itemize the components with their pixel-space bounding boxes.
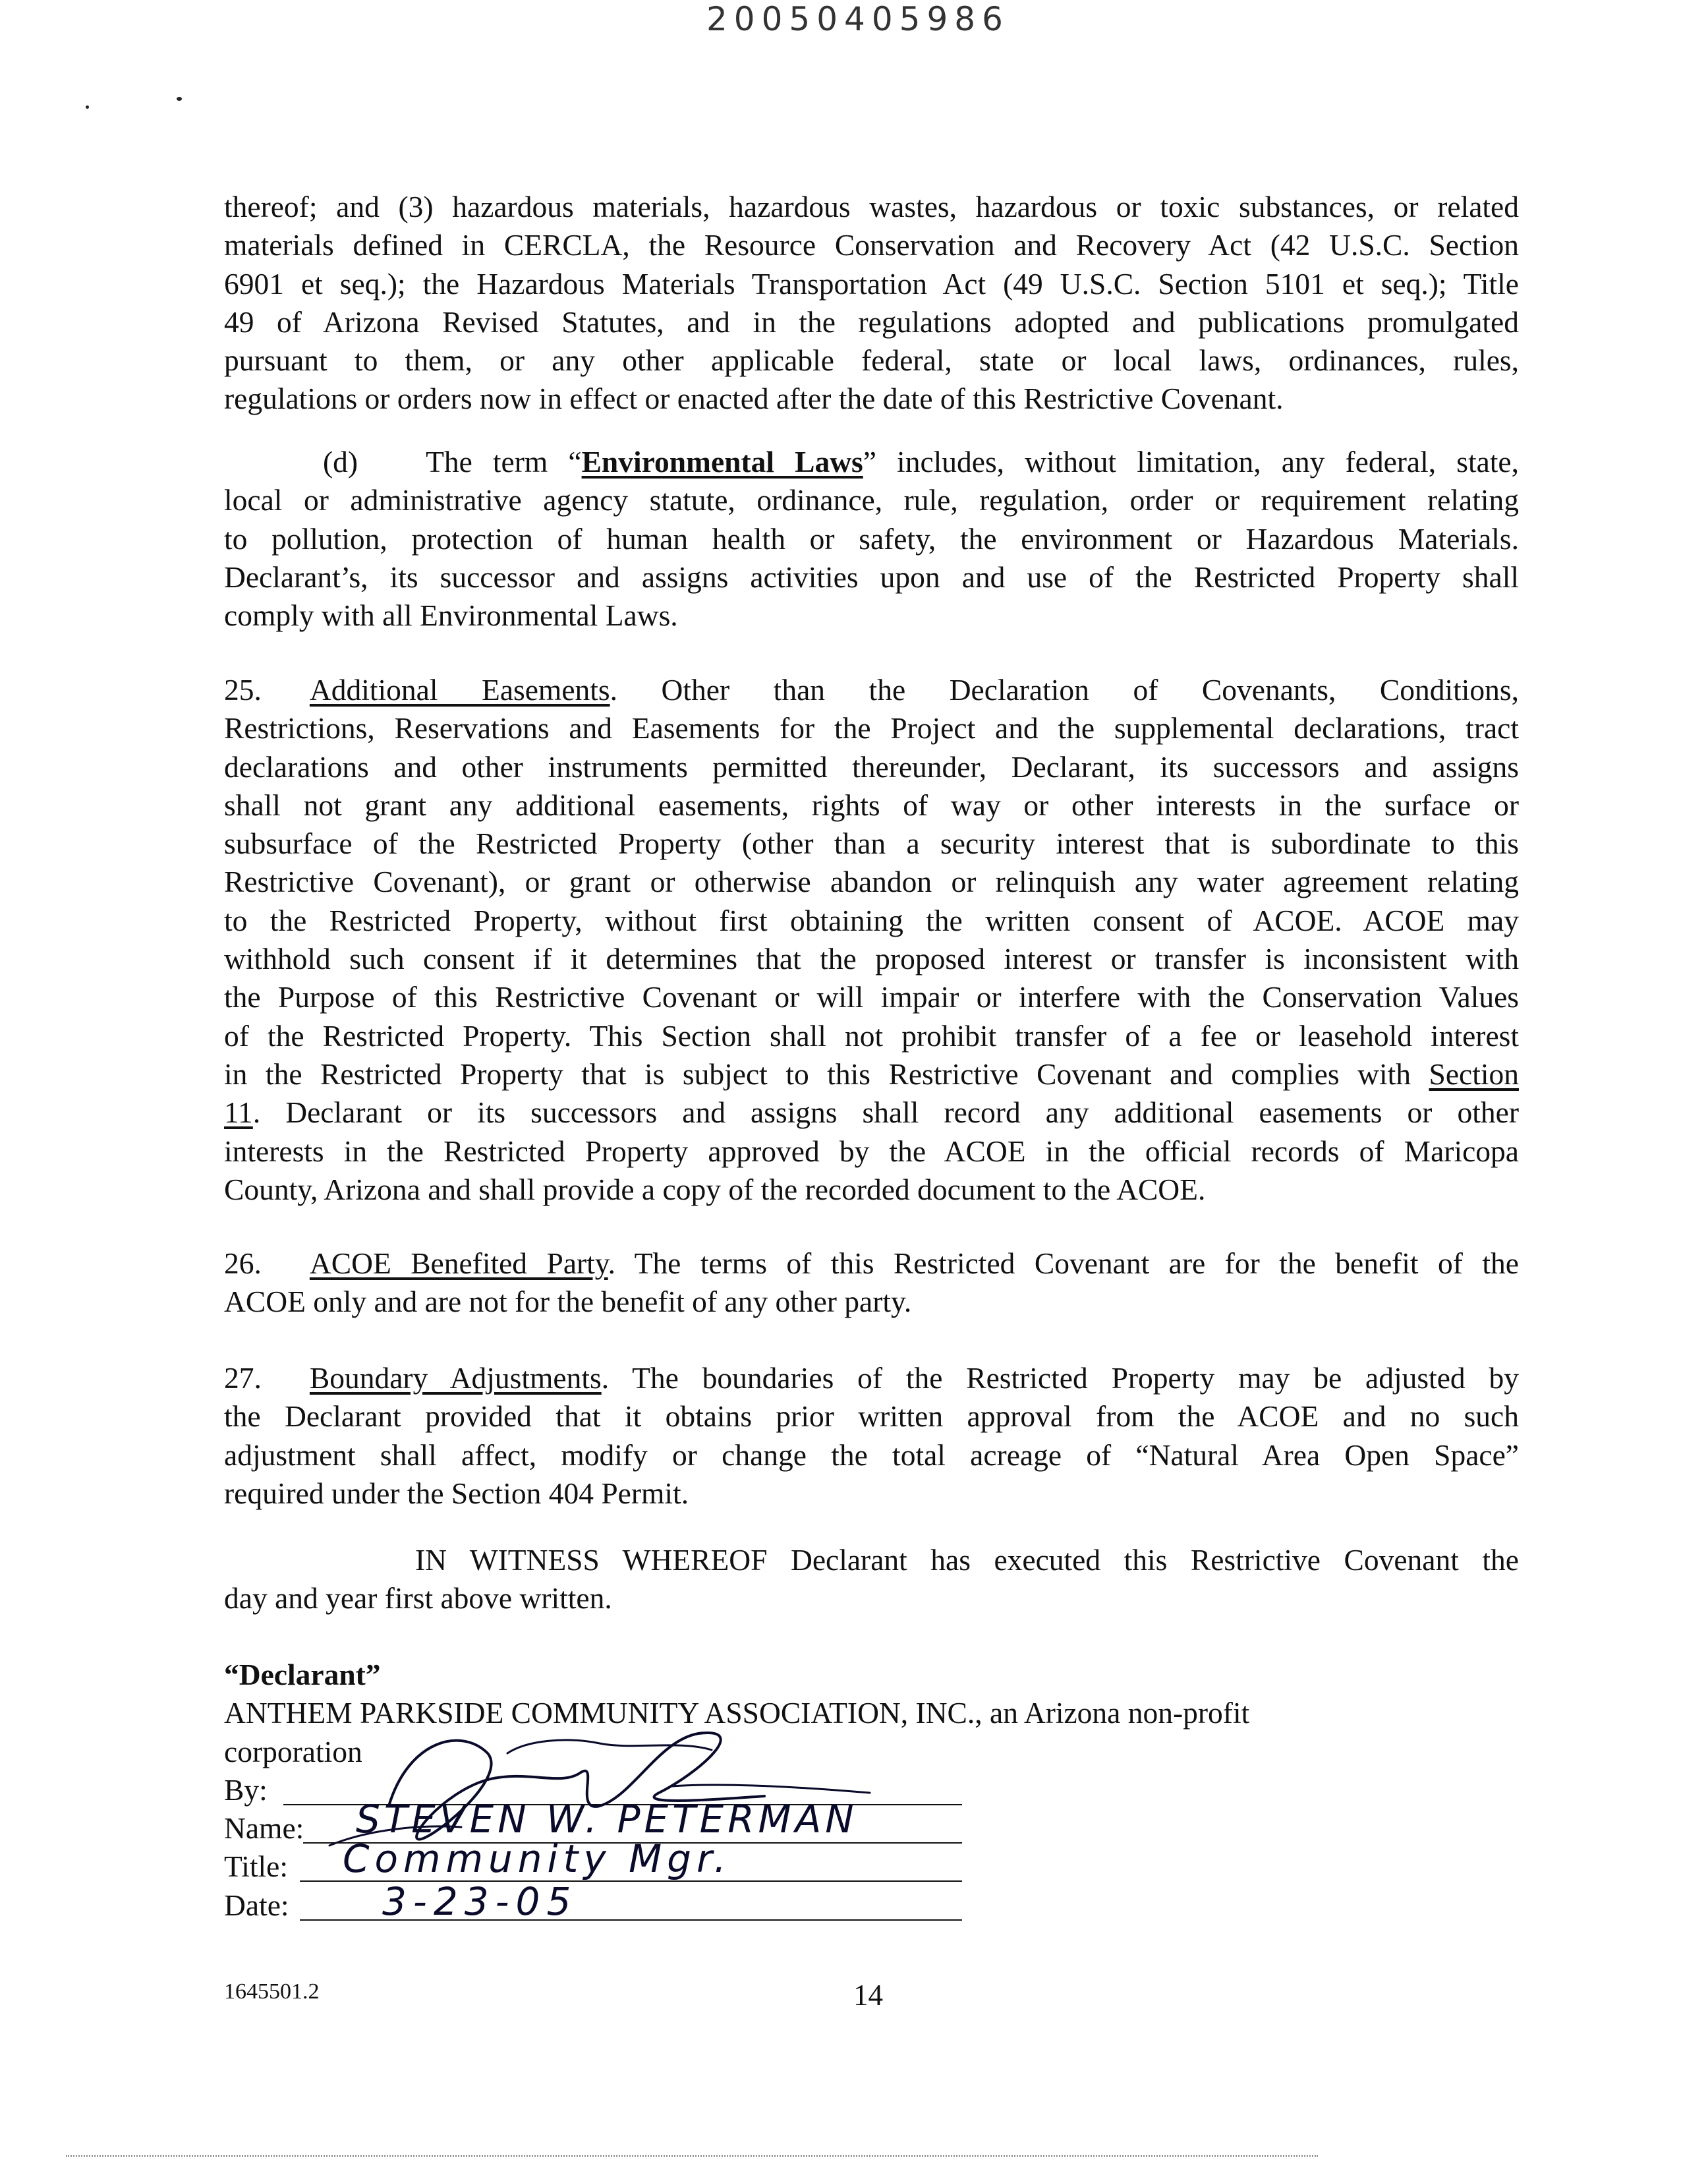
text-line: in the Restricted Property that is subject to this Restrictive Covenant and complies with Section — [224, 1057, 1519, 1091]
handwritten-title: Community Mgr. — [343, 1836, 731, 1882]
by-label: By: — [224, 1772, 268, 1807]
text-line: interests in the Restricted Property approved by the ACOE in the official records of Maricopa — [224, 1134, 1519, 1168]
title-label: Title: — [224, 1849, 288, 1884]
date-row — [224, 1878, 1476, 1925]
signature-scrawl — [290, 1714, 923, 1865]
text-line: withhold such consent if it determines that the proposed interest or transfer is inconsistent with — [224, 942, 1519, 976]
text-line: 6901 et seq.); the Hazardous Materials Transportation Act (49 U.S.C. Section 5101 et seq.); Title — [224, 266, 1519, 301]
section-number: 27. — [224, 1361, 262, 1395]
section-reference-link: 11 — [224, 1095, 253, 1130]
witness-clause — [224, 1541, 1519, 1618]
text-line: declarations and other instruments permitted thereunder, Declarant, its successors and assigns — [224, 749, 1519, 784]
text-line: 27. Boundary Adjustments. The boundaries of the Restricted Property may be adjusted by — [224, 1361, 1520, 1395]
scan-speck — [86, 105, 89, 109]
handwritten-name: STEVEN W. PETERMAN — [356, 1797, 858, 1842]
text-line: the Purpose of this Restrictive Covenant or will impair or interfere with the Conservation Values — [224, 980, 1519, 1014]
section-26 — [224, 1244, 1519, 1322]
text-line: adjustment shall affect, modify or change the total acreage of “Natural Area Open Space” — [224, 1438, 1519, 1472]
scan-speck — [177, 97, 182, 101]
entity-type: corporation — [224, 1734, 362, 1768]
text-line: IN WITNESS WHEREOF Declarant has executed this Restrictive Covenant the — [415, 1543, 1519, 1577]
scan-artifact-edge — [66, 2155, 1318, 2161]
text-line: thereof; and (3) hazardous materials, hazardous wastes, hazardous or toxic substances, or related — [224, 190, 1519, 223]
party-label: “Declarant” — [224, 1658, 381, 1691]
defined-term: Environmental Laws — [581, 445, 863, 479]
text-line: to pollution, protection of human health or safety, the environment or Hazardous Materials. — [224, 521, 1519, 556]
text-line: regulations or orders now in effect or enacted after the date of this Restrictive Covenant. — [224, 382, 1284, 416]
text-line: day and year first above written. — [224, 1581, 612, 1615]
section-heading: Additional Easements — [309, 673, 610, 707]
text-line: (d) The term “Environmental Laws” includes, without limitation, any federal, state, — [323, 445, 1519, 479]
section-number: 26. — [224, 1246, 262, 1280]
text-line: Restrictions, Reservations and Easements for the Project and the supplemental declarations, tract — [224, 711, 1519, 745]
page-number: 14 — [853, 1979, 883, 2012]
section-number: 25. — [224, 673, 262, 707]
section-reference-link: Section — [1429, 1057, 1519, 1091]
text-line: Restrictive Covenant), or grant or otherwise abandon or relinquish any water agreement relating — [224, 865, 1519, 899]
text-line: required under the Section 404 Permit. — [224, 1476, 689, 1510]
section-heading: ACOE Benefited Party — [309, 1246, 608, 1280]
paragraph-c-continuation — [224, 188, 1519, 419]
text-line: ACOE only and are not for the benefit of any other party. — [224, 1285, 912, 1319]
text-line: comply with all Environmental Laws. — [224, 598, 678, 633]
text-line: the Declarant provided that it obtains prior written approval from the ACOE and no such — [224, 1399, 1519, 1434]
text-line: 49 of Arizona Revised Statutes, and in the regulations adopted and publications promulgated — [224, 305, 1519, 339]
text-line: local or administrative agency statute, ordinance, rule, regulation, order or requirement relating — [224, 483, 1519, 517]
document-id: 1645501.2 — [224, 1979, 320, 2004]
text-line: 25. Additional Easements. Other than the Declaration of Covenants, Conditions, — [224, 673, 1520, 707]
paragraph-label: (d) — [323, 445, 358, 479]
section-25 — [224, 671, 1519, 1209]
paragraph-d — [224, 443, 1519, 635]
name-label: Name: — [224, 1811, 304, 1846]
text-line: pursuant to them, or any other applicable federal, state or local laws, ordinances, rules, — [224, 343, 1519, 378]
text-line: 26. ACOE Benefited Party. The terms of this Restricted Covenant are for the benefit of the — [224, 1246, 1519, 1280]
text-line: 11. Declarant or its successors and assigns shall record any additional easements or other — [224, 1095, 1519, 1130]
text-line: Declarant’s, its successor and assigns activities upon and use of the Restricted Property shall — [224, 560, 1519, 594]
date-label: Date: — [224, 1888, 289, 1922]
section-27 — [224, 1359, 1519, 1513]
text-line: to the Restricted Property, without first obtaining the written consent of ACOE. ACOE may — [224, 903, 1519, 937]
entity-name: ANTHEM PARKSIDE COMMUNITY ASSOCIATION, INC., an Arizona non-profit — [224, 1696, 1250, 1730]
text-line: shall not grant any additional easements, rights of way or other interests in the surface or — [224, 788, 1519, 822]
recording-number: 20050405986 — [706, 0, 1010, 38]
text-line: County, Arizona and shall provide a copy of the recorded document to the ACOE. — [224, 1172, 1206, 1206]
text-line: of the Restricted Property. This Section shall not prohibit transfer of a fee or leasehold interest — [224, 1018, 1519, 1053]
text-line: subsurface of the Restricted Property (other than a security interest that is subordinate to this — [224, 827, 1519, 861]
section-heading: Boundary Adjustments — [309, 1361, 602, 1395]
handwritten-date: 3-23-05 — [382, 1878, 578, 1924]
text-line: materials defined in CERCLA, the Resource Conservation and Recovery Act (42 U.S.C. Section — [224, 228, 1519, 262]
